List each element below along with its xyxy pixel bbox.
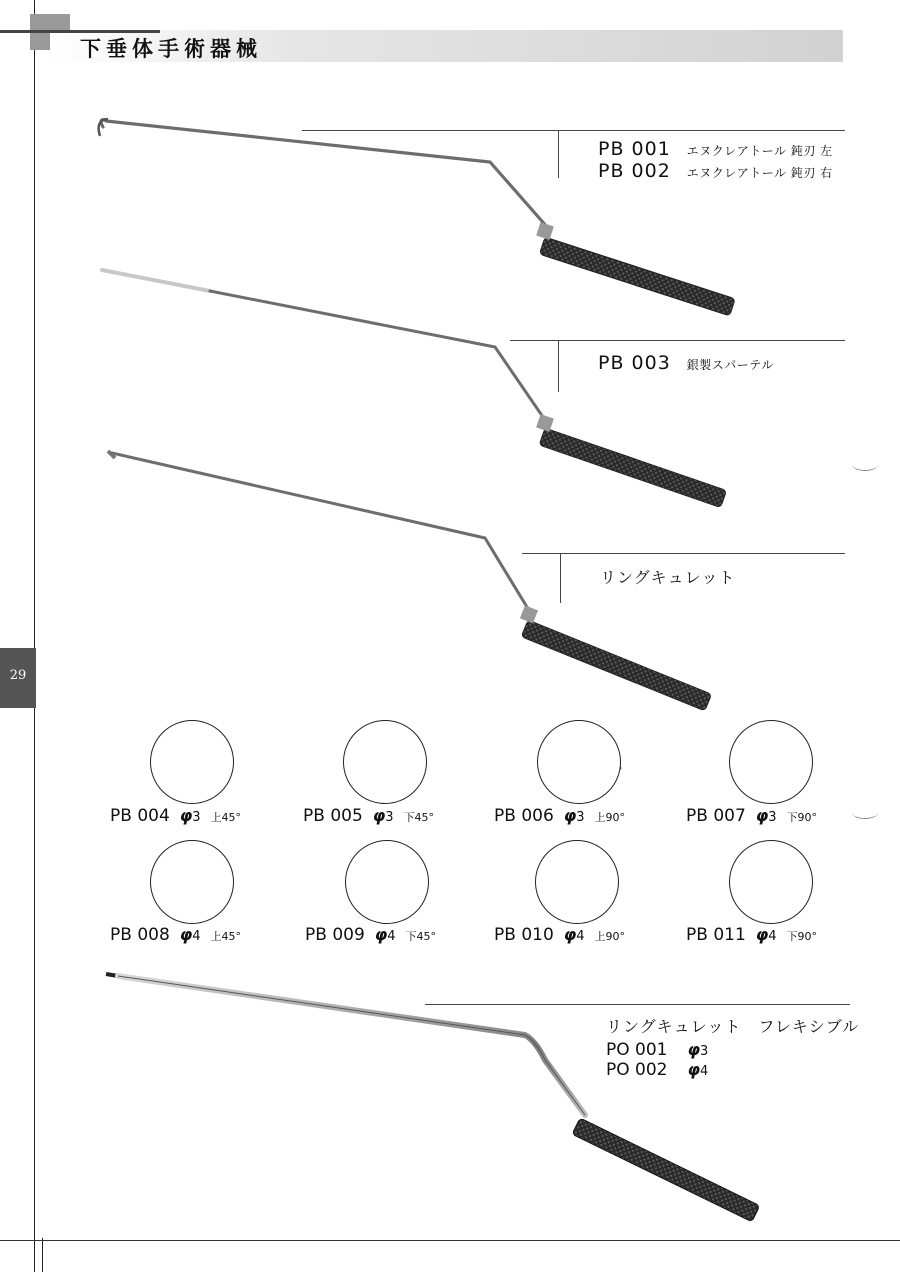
angle: 上90° bbox=[594, 930, 626, 943]
detail-circle-pb011 bbox=[729, 840, 813, 924]
product-desc: エヌクレアトール 鈍刃 右 bbox=[686, 166, 833, 180]
curette-caption bbox=[494, 925, 625, 945]
phi-symbol: φ bbox=[372, 806, 386, 825]
diameter: 3 bbox=[768, 810, 777, 825]
angle: 下90° bbox=[786, 811, 818, 824]
phi-symbol: φ bbox=[563, 806, 577, 825]
diameter: 4 bbox=[700, 1064, 709, 1079]
page-edge-mark bbox=[852, 458, 878, 471]
detail-circle-pb007 bbox=[729, 720, 813, 804]
angle: 下45° bbox=[403, 811, 435, 824]
angle: 下45° bbox=[405, 930, 437, 943]
phi-symbol: φ bbox=[755, 925, 769, 944]
ring-curette-label: リングキュレット bbox=[600, 568, 736, 587]
detail-circle-pb008 bbox=[150, 840, 234, 924]
angle: 上45° bbox=[210, 811, 242, 824]
product-code: PB 008 bbox=[110, 925, 170, 945]
curette-caption bbox=[303, 806, 434, 826]
product-desc: エヌクレアトール 鈍刃 左 bbox=[686, 144, 833, 158]
product-code: PB 009 bbox=[305, 925, 365, 945]
phi-symbol: φ bbox=[687, 1040, 700, 1059]
phi-symbol: φ bbox=[755, 806, 769, 825]
curette-caption bbox=[494, 806, 625, 826]
angle: 上45° bbox=[210, 930, 242, 943]
list-item bbox=[606, 1060, 708, 1080]
product-code: PO 001 bbox=[606, 1040, 668, 1060]
product-code: PB 001 bbox=[598, 138, 671, 160]
product-code: PB 005 bbox=[303, 806, 363, 826]
product-code: PB 003 bbox=[598, 352, 671, 374]
diameter: 3 bbox=[385, 810, 394, 825]
flexible-ring-curette-instrument bbox=[106, 974, 760, 1222]
product-code: PB 007 bbox=[686, 806, 746, 826]
diameter: 4 bbox=[576, 929, 585, 944]
diameter: 4 bbox=[768, 929, 777, 944]
angle: 下90° bbox=[786, 930, 818, 943]
detail-circle-pb009 bbox=[345, 840, 429, 924]
detail-circle-pb004 bbox=[150, 720, 234, 804]
product-code: PO 002 bbox=[606, 1060, 668, 1080]
group2-labels bbox=[598, 352, 774, 374]
list-item bbox=[598, 138, 833, 160]
curette-caption bbox=[110, 806, 241, 826]
group1-divider bbox=[558, 130, 559, 178]
product-code: PB 002 bbox=[598, 160, 671, 182]
detail-circle-pb005 bbox=[343, 720, 427, 804]
list-item bbox=[606, 1040, 708, 1060]
curette-caption bbox=[686, 925, 817, 945]
diameter: 4 bbox=[387, 929, 396, 944]
group1-labels bbox=[598, 138, 833, 182]
group4-rule bbox=[425, 1004, 850, 1005]
product-desc: 銀製スパーテル bbox=[686, 358, 774, 372]
page-title: 下垂体手術器械 bbox=[80, 37, 262, 61]
list-item bbox=[598, 352, 774, 374]
diameter: 4 bbox=[192, 929, 201, 944]
diameter: 3 bbox=[576, 810, 585, 825]
detail-circle-pb010 bbox=[535, 840, 619, 924]
diameter: 3 bbox=[700, 1044, 709, 1059]
phi-symbol: φ bbox=[563, 925, 577, 944]
curette-caption bbox=[305, 925, 436, 945]
group4-labels bbox=[606, 1040, 708, 1080]
list-item bbox=[598, 160, 833, 182]
group3-rule bbox=[522, 553, 845, 554]
phi-symbol: φ bbox=[179, 806, 193, 825]
group2-rule bbox=[510, 340, 845, 341]
curette-caption bbox=[686, 806, 817, 826]
detail-circle-pb006 bbox=[537, 720, 621, 804]
product-code: PB 004 bbox=[110, 806, 170, 826]
page-number: 29 bbox=[9, 668, 27, 683]
product-code: PB 010 bbox=[494, 925, 554, 945]
phi-symbol: φ bbox=[374, 925, 388, 944]
group3-divider bbox=[560, 553, 561, 603]
flexible-ring-curette-label: リングキュレット フレキシブル bbox=[606, 1017, 860, 1036]
product-code: PB 011 bbox=[686, 925, 746, 945]
page-edge-mark bbox=[852, 806, 878, 819]
group1-rule bbox=[302, 130, 845, 131]
phi-symbol: φ bbox=[179, 925, 193, 944]
phi-symbol: φ bbox=[687, 1060, 700, 1079]
group2-divider bbox=[558, 340, 559, 392]
angle: 上90° bbox=[594, 811, 626, 824]
curette-caption bbox=[110, 925, 241, 945]
diameter: 3 bbox=[192, 810, 201, 825]
product-code: PB 006 bbox=[494, 806, 554, 826]
